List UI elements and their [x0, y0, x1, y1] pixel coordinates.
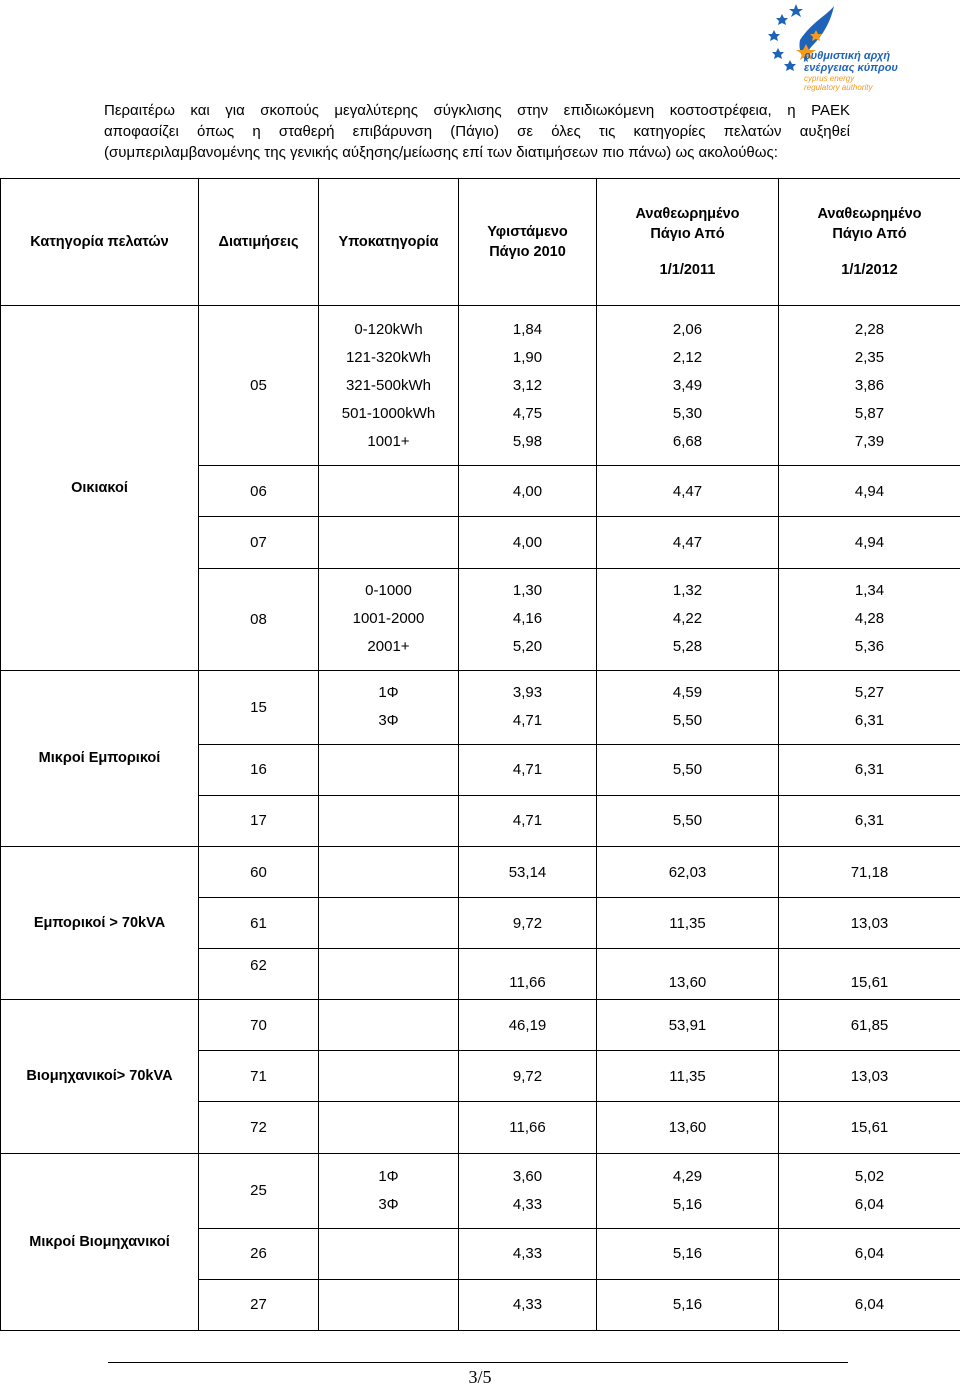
value-cell: 6,04: [779, 1228, 960, 1279]
value-cell: 4,00: [459, 517, 597, 568]
value-cell: 3,93: [459, 679, 596, 707]
category-small-industrial-label: Μικροί Βιομηχανικοί: [29, 1234, 169, 1250]
value-cell: 1,90: [459, 344, 596, 372]
logo-text-line1: ρυθμιστική αρχή: [804, 50, 890, 62]
value-cell: 2,28: [779, 316, 960, 344]
subcategory: 0-1000: [319, 577, 458, 605]
value-cell: 2,35: [779, 344, 960, 372]
intro-line: αποφασίζει όπως η σταθερή επιβάρυνση (Πάγιο) σε όλες τις κατηγορίες πελατών αυξηθεί: [104, 121, 850, 142]
header-category: [1, 179, 199, 306]
value-cell: 53,14: [459, 847, 597, 898]
value-cell: 9,72: [459, 1051, 597, 1102]
subcategory-empty: [319, 795, 459, 846]
value-cell: 5,20: [459, 633, 596, 661]
tariff-code: 60: [199, 847, 319, 898]
value-cell: 6,68: [597, 428, 778, 456]
values-2011: [597, 568, 779, 670]
header-existing-line2: Πάγιο 2010: [459, 242, 596, 262]
subcategory: 1Φ: [319, 679, 458, 707]
subcategory-empty: [319, 517, 459, 568]
value-cell: 7,39: [779, 428, 960, 456]
value-cell: 3,60: [459, 1163, 596, 1191]
value-cell: 5,50: [597, 707, 778, 735]
subcategory: 1001-2000: [319, 605, 458, 633]
header-rev2012-line1: Αναθεωρημένο: [779, 204, 960, 224]
value-cell: 53,91: [597, 1000, 779, 1051]
values-2011: [597, 670, 779, 744]
subcategory-list: [319, 1153, 459, 1228]
values-2012: [779, 1153, 960, 1228]
value-cell: 46,19: [459, 1000, 597, 1051]
subcategory-empty: [319, 744, 459, 795]
value-cell: 4,00: [459, 466, 597, 517]
value-cell: 13,03: [779, 1051, 960, 1102]
subcategory-empty: [319, 1051, 459, 1102]
value-cell: 4,29: [597, 1163, 778, 1191]
value-cell: 5,16: [597, 1191, 778, 1219]
logo-text-line3: cyprus energy: [804, 74, 854, 83]
value-cell: 61,85: [779, 1000, 960, 1051]
value-cell: 6,31: [779, 707, 960, 735]
tariff-code: 72: [199, 1102, 319, 1153]
value-cell: 1,34: [779, 577, 960, 605]
value-cell: 4,71: [459, 795, 597, 846]
tariff-code: 27: [199, 1279, 319, 1330]
values-2010: [459, 568, 597, 670]
category-commercial: [1, 847, 199, 1000]
value-cell: 4,28: [779, 605, 960, 633]
subcategory-empty: [319, 898, 459, 949]
subcategory: 321-500kWh: [319, 372, 458, 400]
subcategory: 501-1000kWh: [319, 400, 458, 428]
values-2011: [597, 1153, 779, 1228]
header-rev2011-line1: Αναθεωρημένο: [597, 204, 778, 224]
value-cell: 5,36: [779, 633, 960, 661]
value-cell: 11,66: [459, 949, 597, 1000]
tariff-code: 70: [199, 1000, 319, 1051]
header-revised-2012: [779, 179, 960, 306]
subcategory-list: [319, 568, 459, 670]
subcategory-empty: [319, 466, 459, 517]
header-rev2011-line3: 1/1/2011: [597, 260, 778, 280]
value-cell: 5,87: [779, 400, 960, 428]
category-small-industrial: [1, 1153, 199, 1330]
value-cell: 6,04: [779, 1279, 960, 1330]
logo-emblem-icon: [760, 0, 960, 95]
value-cell: 6,04: [779, 1191, 960, 1219]
value-cell: 4,33: [459, 1191, 596, 1219]
value-cell: 6,31: [779, 795, 960, 846]
header-category-label: Κατηγορία πελατών: [30, 234, 168, 250]
value-cell: 15,61: [779, 949, 960, 1000]
intro-line: (συμπεριλαμβανομένης της γενικής αύξησης/μείωσης επί των διατιμήσεων πιο πάνω) ως ακολούθως:: [104, 142, 850, 163]
value-cell: 5,30: [597, 400, 778, 428]
footer-divider: [108, 1362, 848, 1363]
value-cell: 11,66: [459, 1102, 597, 1153]
values-2010: [459, 1153, 597, 1228]
table-row: [1, 1153, 960, 1228]
intro-line: Περαιτέρω και για σκοπούς μεγαλύτερης σύγκλισης στην επιδιωκόμενη κοστοστρέφεια, η ΡΑΕΚ: [104, 100, 850, 121]
values-2012: [779, 568, 960, 670]
header-subcategory: [319, 179, 459, 306]
value-cell: 15,61: [779, 1102, 960, 1153]
values-2011: [597, 306, 779, 466]
category-commercial-label: Εμπορικοί > 70kVA: [34, 915, 165, 931]
header-revised-2011: [597, 179, 779, 306]
header-tariffs: [199, 179, 319, 306]
value-cell: 5,50: [597, 795, 779, 846]
subcategory: 1Φ: [319, 1163, 458, 1191]
value-cell: 13,60: [597, 1102, 779, 1153]
tariff-code: 17: [199, 795, 319, 846]
value-cell: 5,16: [597, 1228, 779, 1279]
tariff-code: 71: [199, 1051, 319, 1102]
logo-text-line4: regulatory authority: [804, 83, 872, 92]
category-domestic: [1, 306, 199, 671]
value-cell: 4,94: [779, 517, 960, 568]
tariff-code: 26: [199, 1228, 319, 1279]
subcategory-empty: [319, 1279, 459, 1330]
tariff-code: 15: [199, 670, 319, 744]
subcategory: 3Φ: [319, 707, 458, 735]
category-small-commercial: [1, 670, 199, 846]
value-cell: 4,47: [597, 466, 779, 517]
value-cell: 1,84: [459, 316, 596, 344]
value-cell: 4,94: [779, 466, 960, 517]
value-cell: 13,60: [597, 949, 779, 1000]
tariff-code: 06: [199, 466, 319, 517]
logo-text-line2: ενέργειας κύπρου: [804, 62, 898, 74]
tariff-code: 61: [199, 898, 319, 949]
header-row: [1, 179, 960, 306]
value-cell: 11,35: [597, 898, 779, 949]
value-cell: 62,03: [597, 847, 779, 898]
value-cell: 13,03: [779, 898, 960, 949]
subcategory-list: [319, 306, 459, 466]
value-cell: 4,75: [459, 400, 596, 428]
subcategory-empty: [319, 1102, 459, 1153]
value-cell: 2,06: [597, 316, 778, 344]
subcategory: 0-120kWh: [319, 316, 458, 344]
value-cell: 4,71: [459, 707, 596, 735]
header-existing-line1: Υφιστάμενο: [459, 222, 596, 242]
value-cell: 5,16: [597, 1279, 779, 1330]
value-cell: 4,22: [597, 605, 778, 633]
value-cell: 3,12: [459, 372, 596, 400]
header-rev2012-line3: 1/1/2012: [779, 260, 960, 280]
intro-paragraph: [104, 100, 850, 163]
subcategory-empty: [319, 847, 459, 898]
cera-logo: [760, 0, 960, 95]
value-cell: 6,31: [779, 744, 960, 795]
header-rev2012-line2: Πάγιο Από: [779, 224, 960, 244]
values-2010: [459, 670, 597, 744]
subcategory-list: [319, 670, 459, 744]
value-cell: 4,59: [597, 679, 778, 707]
tariff-table: [0, 178, 960, 1331]
value-cell: 1,32: [597, 577, 778, 605]
subcategory-empty: [319, 949, 459, 1000]
header-existing: [459, 179, 597, 306]
tariff-code: 05: [199, 306, 319, 466]
value-cell: 4,33: [459, 1228, 597, 1279]
values-2010: [459, 306, 597, 466]
value-cell: 2,12: [597, 344, 778, 372]
category-domestic-label: Οικιακοί: [71, 480, 128, 496]
value-cell: 3,86: [779, 372, 960, 400]
subcategory-empty: [319, 1228, 459, 1279]
value-cell: 3,49: [597, 372, 778, 400]
value-cell: 4,71: [459, 744, 597, 795]
category-small-commercial-label: Μικροί Εμπορικοί: [39, 750, 161, 766]
category-industrial-label: Βιομηχανικοί> 70kVA: [26, 1068, 172, 1084]
header-tariffs-label: Διατιμήσεις: [219, 234, 299, 250]
tariff-code: 25: [199, 1153, 319, 1228]
tariff-code: 08: [199, 568, 319, 670]
values-2012: [779, 306, 960, 466]
tariff-code: 07: [199, 517, 319, 568]
tariff-code: 62: [199, 949, 319, 1000]
value-cell: 9,72: [459, 898, 597, 949]
value-cell: 5,50: [597, 744, 779, 795]
value-cell: 4,33: [459, 1279, 597, 1330]
value-cell: 5,98: [459, 428, 596, 456]
category-industrial: [1, 1000, 199, 1153]
subcategory: 121-320kWh: [319, 344, 458, 372]
table-row: [1, 670, 960, 744]
value-cell: 4,47: [597, 517, 779, 568]
page-number: 3/5: [0, 1367, 960, 1388]
table-row: [1, 847, 960, 898]
value-cell: 1,30: [459, 577, 596, 605]
header-subcategory-label: Υποκατηγορία: [339, 234, 439, 250]
value-cell: 71,18: [779, 847, 960, 898]
value-cell: 5,27: [779, 679, 960, 707]
subcategory: 1001+: [319, 428, 458, 456]
subcategory: 3Φ: [319, 1191, 458, 1219]
subcategory: 2001+: [319, 633, 458, 661]
table-row: [1, 306, 960, 466]
header-rev2011-line2: Πάγιο Από: [597, 224, 778, 244]
table-row: [1, 1000, 960, 1051]
values-2012: [779, 670, 960, 744]
value-cell: 5,02: [779, 1163, 960, 1191]
value-cell: 11,35: [597, 1051, 779, 1102]
subcategory-empty: [319, 1000, 459, 1051]
value-cell: 4,16: [459, 605, 596, 633]
tariff-code: 16: [199, 744, 319, 795]
value-cell: 5,28: [597, 633, 778, 661]
